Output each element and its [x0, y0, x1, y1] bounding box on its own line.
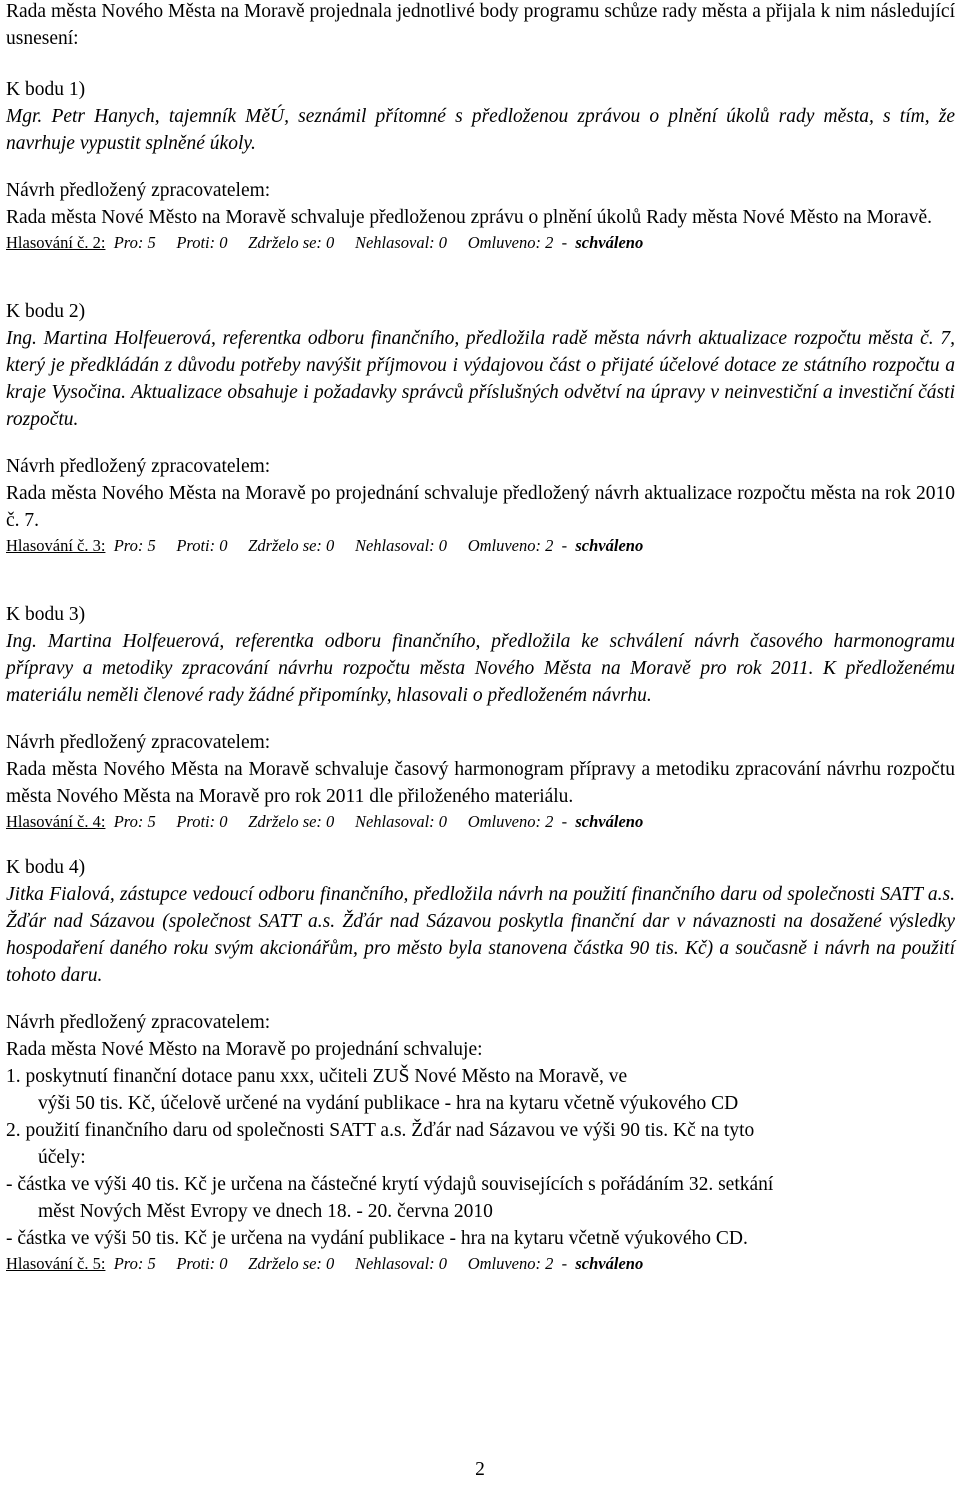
list-item: 1. poskytnutí finanční dotace panu xxx, učiteli ZUŠ Nové Město na Moravě, ve výši 50 tis. Kč, účelově určené na vydání publikace - hra na kytaru včetně výukového CD: [6, 1066, 739, 1114]
vote-omluveno: Omluveno: 2: [467, 536, 554, 555]
item-heading: K bodu 3): [6, 604, 86, 625]
vote-pro: Pro: 5: [113, 1254, 156, 1273]
vote-label: Hlasování č. 3:: [6, 536, 106, 555]
item-heading: K bodu 4): [6, 857, 86, 878]
list-item: - částka ve výši 40 tis. Kč je určena na částečné krytí výdajů souvisejících s pořádáním 32. setkání měst Nových Měst Evropy ve dnech 18. - 20. června 2010: [6, 1174, 774, 1222]
vote-omluveno: Omluveno: 2: [467, 233, 554, 252]
vote-nehlasoval: Nehlasoval: 0: [354, 1254, 448, 1273]
document-page: [6, 0, 955, 1276]
vote-pro: Pro: 5: [113, 233, 156, 252]
vote-result: schváleno: [575, 536, 644, 555]
page-number: 2: [475, 1459, 485, 1480]
vote-zdrzelo: Zdrželo se: 0: [248, 233, 335, 252]
vote-line: Hlasování č. 4: Pro: 5 Proti: 0 Zdrželo se: 0 Nehlasoval: 0 Omluveno: 2 - schváleno: [6, 812, 644, 831]
vote-zdrzelo: Zdrželo se: 0: [248, 812, 335, 831]
proposal-label: Návrh předložený zpracovatelem:: [6, 456, 271, 477]
item-resolution: Rada města Nového Města na Moravě schvaluje časový harmonogram přípravy a metodiku zpracování návrhu rozpočtu města Nového Města na Moravě pro rok 2011 dle přiloženého materiálu.: [6, 759, 955, 807]
vote-nehlasoval: Nehlasoval: 0: [354, 812, 448, 831]
vote-proti: Proti: 0: [176, 233, 228, 252]
proposal-label: Návrh předložený zpracovatelem:: [6, 732, 271, 753]
item-resolution: Rada města Nového Města na Moravě po projednání schvaluje předložený návrh aktualizace rozpočtu města na rok 2010 č. 7.: [6, 483, 955, 531]
item-heading: K bodu 1): [6, 79, 86, 100]
intro-paragraph: Rada města Nového Města na Moravě projednala jednotlivé body programu schůze rady města a přijala k nim následující usnesení:: [6, 1, 955, 49]
vote-omluveno: Omluveno: 2: [467, 1254, 554, 1273]
vote-pro: Pro: 5: [113, 536, 156, 555]
vote-zdrzelo: Zdrželo se: 0: [248, 1254, 335, 1273]
resolution-list: [6, 1063, 955, 1252]
agenda-item-3: [6, 601, 955, 834]
vote-omluveno: Omluveno: 2: [467, 812, 554, 831]
vote-label: Hlasování č. 5:: [6, 1254, 106, 1273]
list-item: 2. použití finančního daru od společnosti SATT a.s. Žďár nad Sázavou ve výši 90 tis. Kč na tyto účely:: [6, 1120, 755, 1168]
vote-zdrzelo: Zdrželo se: 0: [248, 536, 335, 555]
proposal-label: Návrh předložený zpracovatelem:: [6, 1012, 271, 1033]
item-resolution: Rada města Nové Město na Moravě schvaluje předloženou zprávu o plnění úkolů Rady města Nové Město na Moravě.: [6, 207, 932, 228]
agenda-item-2: [6, 298, 955, 558]
agenda-item-4: [6, 854, 955, 1276]
vote-nehlasoval: Nehlasoval: 0: [354, 536, 448, 555]
vote-result: schváleno: [575, 1254, 644, 1273]
vote-line: Hlasování č. 2: Pro: 5 Proti: 0 Zdrželo se: 0 Nehlasoval: 0 Omluveno: 2 - schváleno: [6, 233, 644, 252]
vote-nehlasoval: Nehlasoval: 0: [354, 233, 448, 252]
item-report: Ing. Martina Holfeuerová, referentka odboru finančního, předložila ke schválení návrh časového harmonogramu přípravy a metodiky zpracování návrhu rozpočtu města Nového Města na Moravě pro rok 2011. K předloženému materiálu neměli členové rady žádné připomínky, hlasovali o předloženém návrhu.: [6, 631, 955, 706]
vote-line: Hlasování č. 5: Pro: 5 Proti: 0 Zdrželo se: 0 Nehlasoval: 0 Omluveno: 2 - schváleno: [6, 1254, 644, 1273]
list-item: - částka ve výši 50 tis. Kč je určena na vydání publikace - hra na kytaru včetně výukového CD.: [6, 1228, 748, 1249]
vote-proti: Proti: 0: [176, 812, 228, 831]
vote-result: schváleno: [575, 233, 644, 252]
item-report: Jitka Fialová, zástupce vedoucí odboru finančního, předložila návrh na použití finančního daru od společnosti SATT a.s. Žďár nad Sázavou (společnost SATT a.s. Žďár nad Sázavou poskytla finanční dar v návaznosti na dosažené výsledky hospodaření daného roku svým akcionářům, pro město byla stanovena částka 90 tis. Kč) a současně i návrh na použití tohoto daru.: [6, 884, 955, 986]
vote-result: schváleno: [575, 812, 644, 831]
item-heading: K bodu 2): [6, 301, 86, 322]
proposal-label: Návrh předložený zpracovatelem:: [6, 180, 271, 201]
item-report: Ing. Martina Holfeuerová, referentka odboru finančního, předložila radě města návrh aktualizace rozpočtu města č. 7, který je předkládán z důvodu potřeby navýšit příjmovou i výdajovou část o přijaté účelové dotace ze státního rozpočtu a kraje Vysočina. Aktualizace obsahuje i požadavky správců příslušných odvětví na úpravy v neinvestiční a investiční části rozpočtu.: [6, 328, 955, 430]
vote-proti: Proti: 0: [176, 536, 228, 555]
vote-proti: Proti: 0: [176, 1254, 228, 1273]
vote-label: Hlasování č. 2:: [6, 233, 106, 252]
resolution-intro: Rada města Nové Město na Moravě po projednání schvaluje:: [6, 1039, 483, 1060]
vote-line: Hlasování č. 3: Pro: 5 Proti: 0 Zdrželo se: 0 Nehlasoval: 0 Omluveno: 2 - schváleno: [6, 536, 644, 555]
vote-label: Hlasování č. 4:: [6, 812, 106, 831]
vote-pro: Pro: 5: [113, 812, 156, 831]
agenda-item-1: [6, 76, 955, 255]
item-report: Mgr. Petr Hanych, tajemník MěÚ, seznámil přítomné s předloženou zprávou o plnění úkolů rady města, s tím, že navrhuje vypustit splněné úkoly.: [6, 106, 955, 154]
